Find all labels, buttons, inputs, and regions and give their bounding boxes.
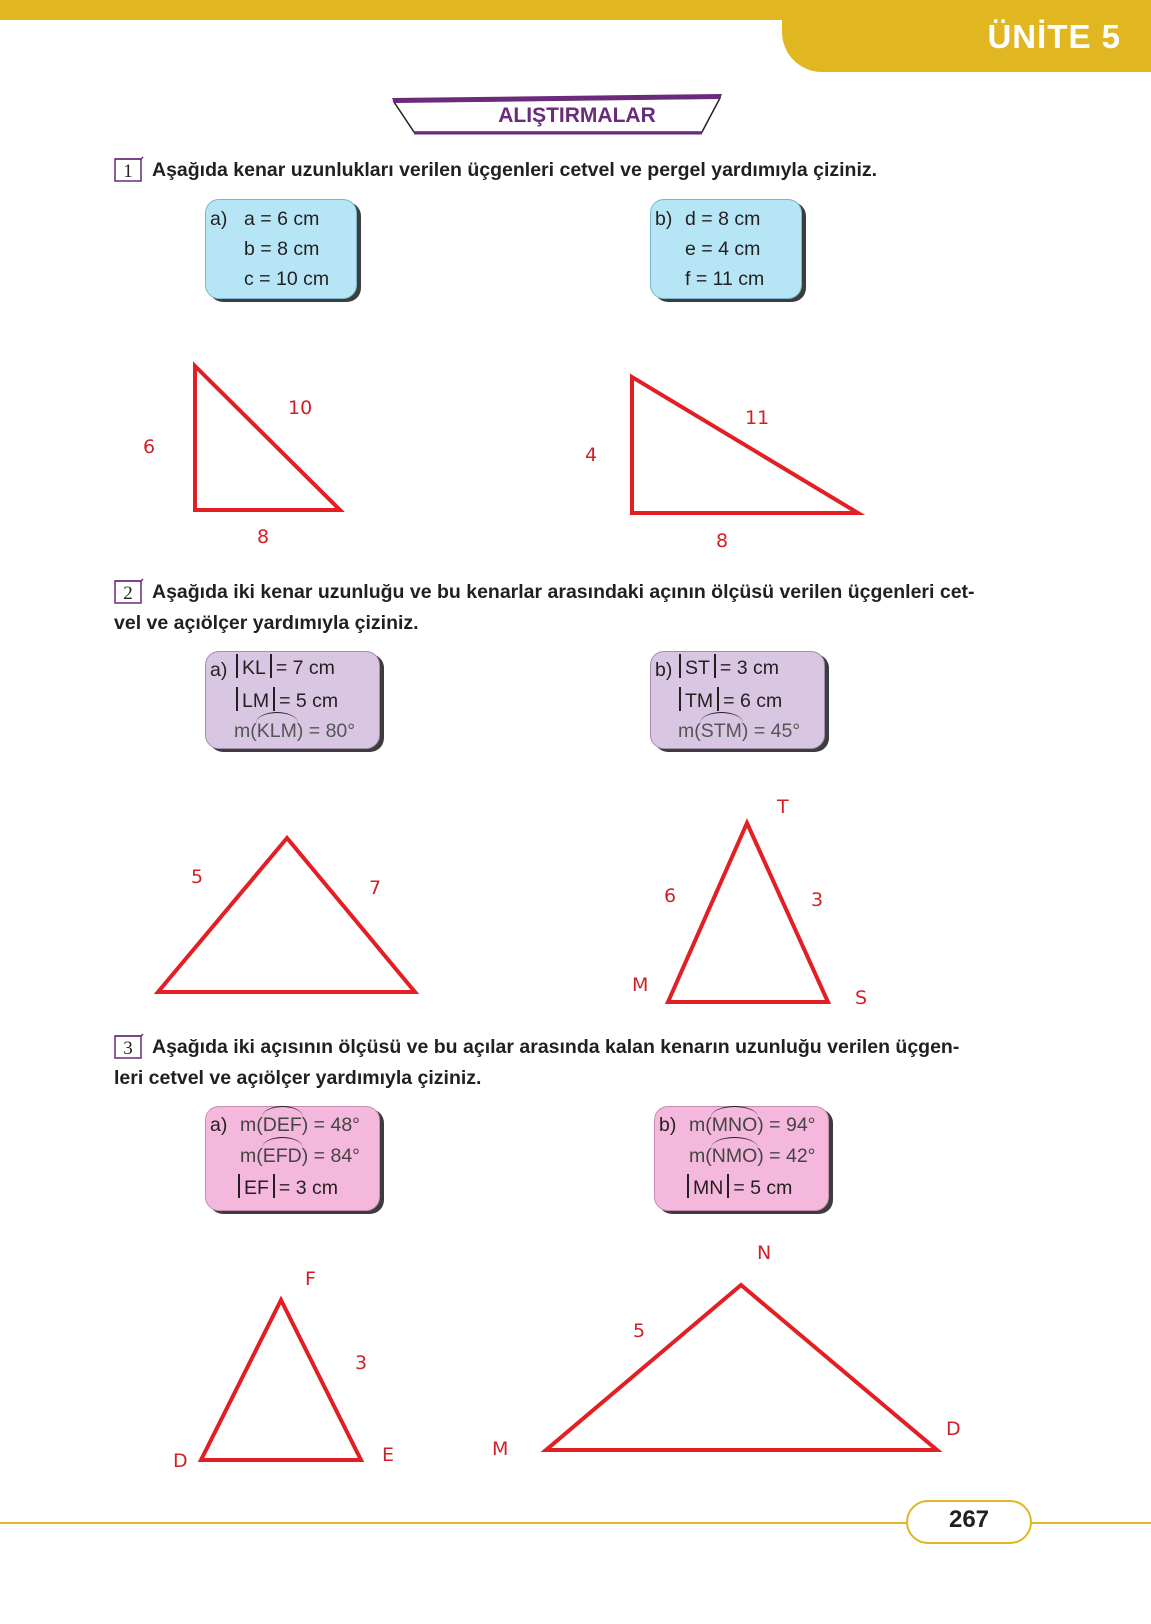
q1-triangle-a bbox=[195, 366, 340, 510]
q2-tri-a-right-label: 7 bbox=[369, 877, 382, 899]
question-1-number: 1 bbox=[123, 161, 133, 182]
q3-tri-a-bottom-left-vertex: D bbox=[173, 1450, 188, 1472]
q1-box-b-label: b) bbox=[655, 208, 673, 230]
q1-box-b-line3: f = 11 cm bbox=[685, 268, 765, 290]
question-2-badge bbox=[114, 578, 144, 604]
q3-box-a-side: EF bbox=[244, 1177, 269, 1199]
q2-tri-b-left-label: 6 bbox=[664, 885, 677, 907]
q3-box-b-m1: m bbox=[689, 1114, 706, 1136]
q2-box-b-value1: = 3 cm bbox=[719, 657, 779, 679]
q2-box-a-m: m bbox=[234, 720, 251, 742]
q3-box-a-label: a) bbox=[210, 1114, 228, 1136]
q3-triangle-b bbox=[546, 1285, 937, 1450]
q3-tri-a-right-label: 3 bbox=[355, 1352, 368, 1374]
q3-tri-a-bottom-right-vertex: E bbox=[382, 1444, 395, 1466]
question-2-text-line2: vel ve açıölçer yardımıyla çiziniz. bbox=[114, 612, 419, 634]
question-3-text-line2: leri cetvel ve açıölçer yardımıyla çiziniz. bbox=[114, 1067, 482, 1089]
q3-tri-b-bottom-right-vertex: D bbox=[946, 1418, 961, 1440]
q2-triangle-b bbox=[668, 823, 828, 1002]
q3-box-b-angle1-value: = 94° bbox=[769, 1114, 816, 1136]
q3-tri-b-bottom-left-vertex: M bbox=[492, 1438, 509, 1460]
q2-triangle-a bbox=[158, 838, 415, 992]
q3-tri-b-top-vertex: N bbox=[757, 1242, 772, 1264]
q2-tri-b-bottom-right-vertex: S bbox=[855, 987, 868, 1009]
q2-box-b: b) ST = 3 cm TM = 6 cm m(STM) = 45° bbox=[650, 651, 825, 749]
q1-triangle-b bbox=[632, 377, 858, 513]
q2-box-b-value2: = 6 cm bbox=[723, 690, 783, 712]
q3-box-b-m2: m bbox=[689, 1145, 706, 1167]
q1-tri-b-hyp-label: 11 bbox=[745, 407, 770, 429]
q1-tri-b-bottom-label: 8 bbox=[716, 530, 729, 552]
q2-box-a-value2: = 5 cm bbox=[279, 690, 339, 712]
unit-label: ÜNİTE 5 bbox=[987, 18, 1121, 55]
q3-box-b-angle2: NMO bbox=[712, 1141, 758, 1172]
q2-tri-a-left-label: 5 bbox=[191, 866, 204, 888]
q2-box-b-angle: STM bbox=[701, 716, 742, 747]
q1-box-a-line3: c = 10 cm bbox=[244, 268, 330, 290]
q2-tri-b-right-label: 3 bbox=[811, 889, 824, 911]
q2-box-a-angle-value: = 80° bbox=[308, 720, 356, 742]
q3-triangle-a bbox=[201, 1300, 361, 1460]
q2-tri-b-bottom-left-vertex: M bbox=[632, 974, 649, 996]
q3-box-b: b) m(MNO) = 94° m(NMO) = 42° MN = 5 cm bbox=[654, 1106, 829, 1211]
q3-box-a-side-value: = 3 cm bbox=[278, 1177, 338, 1199]
q3-box-a: a) m(DEF) = 48° m(EFD) = 84° EF = 3 cm bbox=[205, 1106, 380, 1211]
q3-box-a-angle1: DEF bbox=[263, 1110, 302, 1141]
q2-box-a-angle: KLM bbox=[257, 716, 297, 747]
q2-box-a-value1: = 7 cm bbox=[275, 657, 335, 679]
q2-tri-b-top-vertex: T bbox=[777, 796, 789, 818]
q3-box-b-label: b) bbox=[659, 1114, 677, 1136]
q1-box-a-label: a) bbox=[210, 208, 228, 230]
q2-box-a-side1: KL bbox=[242, 657, 266, 679]
question-3-text-line1: Aşağıda iki açısının ölçüsü ve bu açılar arasında kalan kenarın uzunluğu verilen üçgen- bbox=[152, 1036, 960, 1058]
q2-box-a-label: a) bbox=[210, 659, 228, 681]
q2-box-b-side1: ST bbox=[685, 657, 710, 679]
q3-box-a-angle2: EFD bbox=[263, 1141, 302, 1172]
question-3-badge bbox=[114, 1033, 144, 1059]
q1-box-a-line2: b = 8 cm bbox=[244, 238, 320, 260]
question-2-text-line1: Aşağıda iki kenar uzunluğu ve bu kenarlar arasındaki açının ölçüsü verilen üçgenleri cet- bbox=[152, 581, 975, 603]
section-title: ALIŞTIRMALAR bbox=[498, 104, 656, 127]
q1-box-b-line2: e = 4 cm bbox=[685, 238, 761, 260]
page-number: 267 bbox=[948, 1506, 990, 1533]
q2-box-b-side2: TM bbox=[685, 690, 714, 712]
q3-box-b-angle1: MNO bbox=[712, 1110, 758, 1141]
question-1-text: Aşağıda kenar uzunlukları verilen üçgenleri cetvel ve pergel yardımıyla çiziniz. bbox=[152, 159, 878, 181]
q2-box-a: a) KL = 7 cm LM = 5 cm m(KLM) = 80° bbox=[205, 651, 380, 749]
q3-box-b-side-value: = 5 cm bbox=[733, 1177, 793, 1199]
q3-box-a-m1: m bbox=[240, 1114, 257, 1136]
q3-box-b-side: MN bbox=[693, 1177, 724, 1199]
q3-box-a-m2: m bbox=[240, 1145, 257, 1167]
q3-box-b-angle2-value: = 42° bbox=[769, 1145, 816, 1167]
q1-box-a-line1: a = 6 cm bbox=[244, 208, 320, 230]
q2-box-a-side2: LM bbox=[242, 690, 270, 712]
q3-tri-a-top-vertex: F bbox=[305, 1268, 316, 1290]
q2-box-b-label: b) bbox=[655, 659, 673, 681]
q1-tri-a-left-label: 6 bbox=[143, 436, 156, 458]
q1-tri-b-left-label: 4 bbox=[585, 444, 598, 466]
question-3-number: 3 bbox=[123, 1038, 133, 1059]
q2-box-b-angle-value: = 45° bbox=[753, 720, 801, 742]
q1-box-b-line1: d = 8 cm bbox=[685, 208, 761, 230]
q1-tri-a-bottom-label: 8 bbox=[257, 526, 270, 548]
q1-tri-a-hyp-label: 10 bbox=[288, 397, 313, 419]
q3-box-a-angle1-value: = 48° bbox=[313, 1114, 360, 1136]
q3-tri-b-left-label: 5 bbox=[633, 1320, 646, 1342]
question-2-number: 2 bbox=[123, 583, 133, 604]
q2-box-b-m: m bbox=[678, 720, 695, 742]
q3-box-a-angle2-value: = 84° bbox=[313, 1145, 360, 1167]
